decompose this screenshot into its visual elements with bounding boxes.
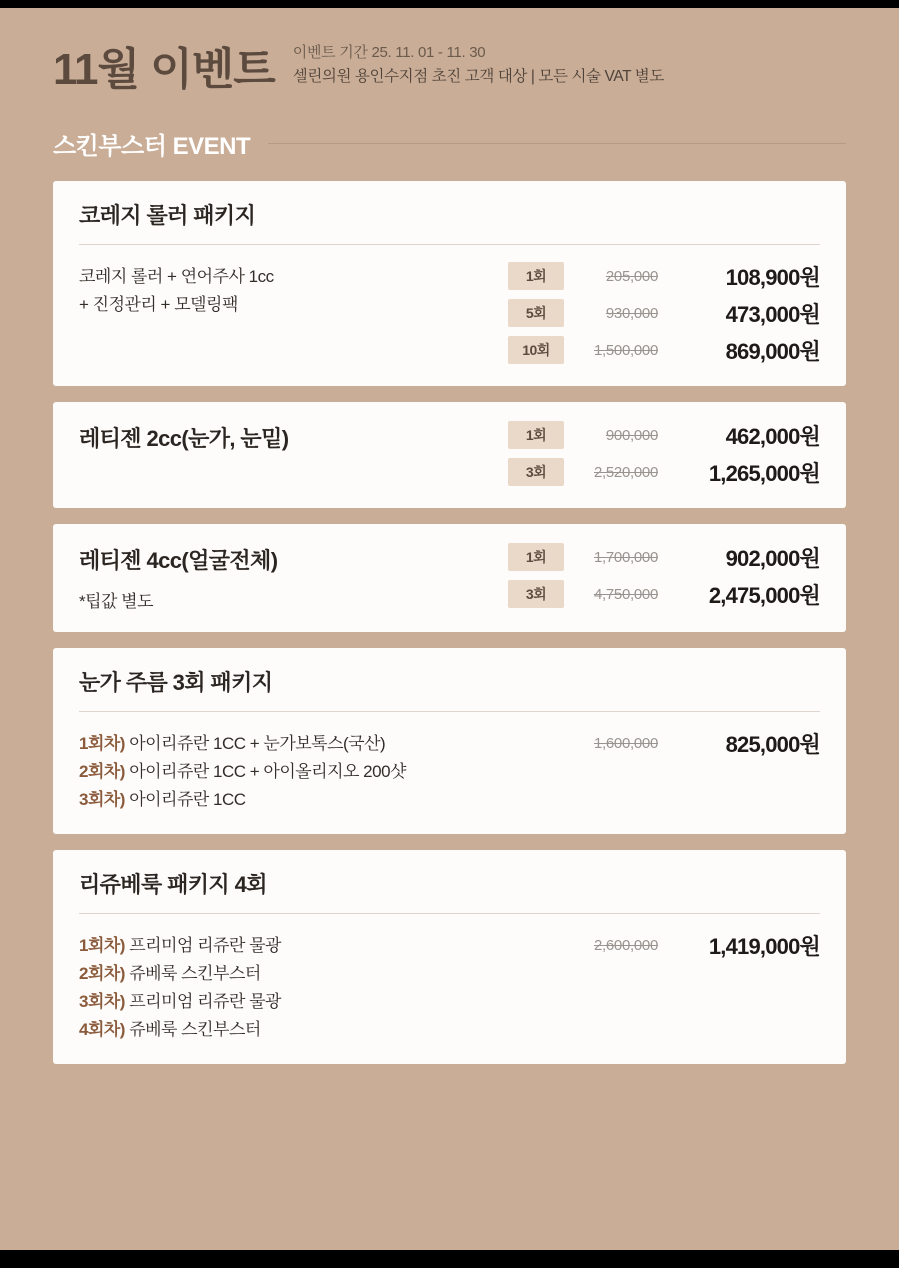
card-divider [79,913,820,914]
description-line: + 진정관리 + 모델링팩 [79,294,238,314]
session-label: 3회차) [79,789,125,809]
section-rule [268,143,846,144]
discounted-price: 473,000원 [725,301,820,327]
price-row [508,261,820,292]
discounted-price: 2,475,000원 [708,582,820,608]
card-left-column [79,542,277,612]
description-line [79,730,406,758]
session-count-badge: 10회 [508,336,564,364]
card-title: 레티젠 2cc(눈가, 눈밑) [79,425,289,451]
session-text: 아이리쥬란 1CC + 아이올리지오 200샷 [124,761,406,781]
price-row [576,728,820,759]
description-line [79,758,406,786]
card-description [79,261,274,319]
discounted-price: 869,000원 [725,338,820,364]
session-label: 2회차) [79,761,125,781]
poster-content [0,8,899,1064]
discounted-price: 462,000원 [725,423,820,449]
header-subtext [293,42,664,92]
product-card[interactable] [53,402,846,508]
price-row [508,579,820,610]
discounted-price: 825,000원 [725,731,820,757]
card-divider [79,244,820,245]
session-text: 쥬베룩 스킨부스터 [124,1020,261,1040]
card-description [79,930,281,1044]
card-body [79,930,820,1044]
product-card[interactable] [53,648,846,834]
description-line [79,1016,281,1044]
discounted-price: 108,900원 [725,264,820,290]
product-card[interactable] [53,524,846,632]
poster-header [53,8,846,98]
session-count-badge: 3회 [508,580,564,608]
session-count-badge: 1회 [508,421,564,449]
price-row [508,542,820,573]
top-black-bar [0,0,899,8]
price-row [508,420,820,451]
section-heading [53,126,846,161]
discounted-price: 1,419,000원 [708,933,820,959]
page-title: 11월 이벤트 [53,44,275,94]
card-body [79,542,820,612]
session-label: 1회차) [79,935,125,955]
price-list [508,420,820,488]
card-title: 레티젠 4cc(얼굴전체) [79,547,278,573]
card-description [79,728,406,814]
card-body [79,728,820,814]
original-price: 1,600,000 [593,734,658,752]
session-text: 아이리쥬란 1CC [124,789,246,809]
price-list [576,728,820,759]
original-price: 2,520,000 [593,463,658,481]
discounted-price: 1,265,000원 [708,460,820,486]
event-notice: 셀린의원 용인수지점 초진 고객 대상 | 모든 시술 VAT 별도 [292,67,664,85]
product-card[interactable] [53,850,846,1064]
price-row [508,298,820,329]
card-title: 코레지 롤러 패키지 [79,202,256,228]
card-divider [79,711,820,712]
original-price: 900,000 [605,426,658,444]
session-label: 4회차) [79,1020,125,1040]
description-line: 코레지 롤러 + 연어주사 1cc [79,266,274,286]
session-text: 프리미엄 리쥬란 물광 [124,935,281,955]
card-body [79,420,820,488]
event-period: 이벤트 기간 25. 11. 01 - 11. 30 [292,44,486,61]
description-line [79,786,406,814]
price-row [508,457,820,488]
session-count-badge: 3회 [508,458,564,486]
session-label: 3회차) [79,991,125,1011]
price-list [508,261,820,366]
card-title: 리쥬베룩 패키지 4회 [79,871,267,897]
product-card[interactable] [53,181,846,386]
card-title: 눈가 주름 3회 패키지 [79,669,273,695]
section-label: 스킨부스터 EVENT [53,132,251,160]
bottom-black-bar [0,1250,899,1268]
description-line [79,960,281,988]
session-text: 프리미엄 리쥬란 물광 [124,991,281,1011]
original-price: 1,700,000 [593,548,658,566]
card-note: *팁값 별도 [79,591,154,611]
description-line [79,932,281,960]
session-label: 1회차) [79,733,125,753]
session-text: 쥬베룩 스킨부스터 [124,963,261,983]
session-count-badge: 1회 [508,543,564,571]
original-price: 205,000 [605,267,658,285]
session-label: 2회차) [79,963,125,983]
price-row [508,335,820,366]
price-list [576,930,820,961]
session-text: 아이리쥬란 1CC + 눈가보톡스(국산) [124,733,386,753]
original-price: 2,600,000 [593,936,658,954]
price-row [576,930,820,961]
original-price: 4,750,000 [593,585,658,603]
price-list [508,542,820,610]
description-line [79,988,281,1016]
session-count-badge: 1회 [508,262,564,290]
discounted-price: 902,000원 [725,545,820,571]
original-price: 930,000 [605,304,658,322]
original-price: 1,500,000 [593,341,658,359]
session-count-badge: 5회 [508,299,564,327]
card-left-column [79,420,288,453]
card-body [79,261,820,366]
